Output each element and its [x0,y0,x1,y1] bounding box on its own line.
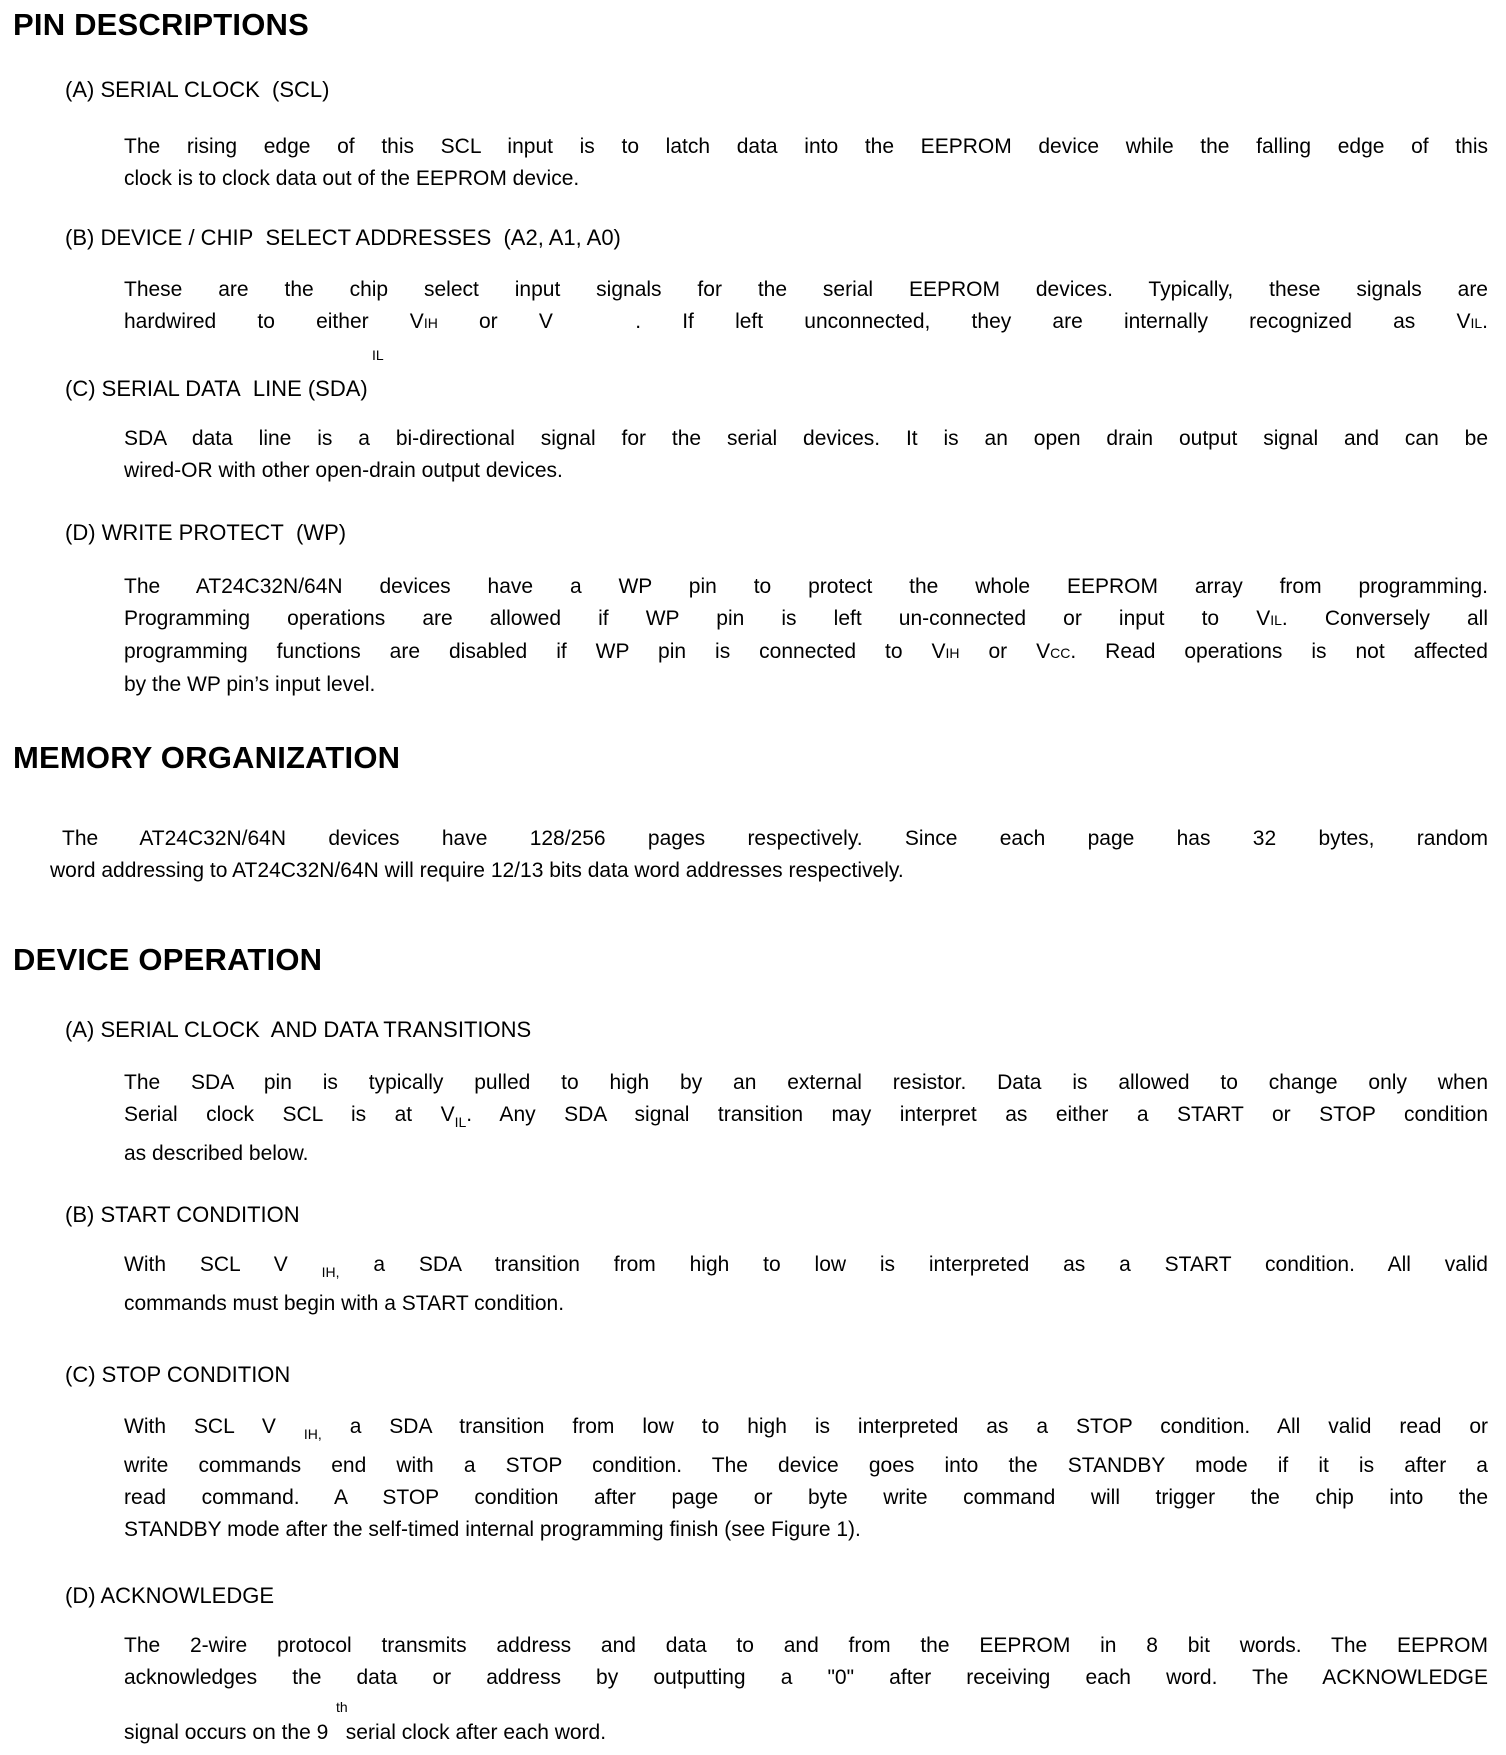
paragraph-line [124,1411,1488,1450]
subscript-vih: IH [945,645,960,661]
subheading-serial-data-line: (C) SERIAL DATA LINE (SDA) [65,376,368,401]
paragraph-line [124,603,1488,636]
text-run: or V [959,640,1051,663]
subscript-vcc: CC [1050,645,1071,661]
subscript-vih: IH, [303,1426,322,1442]
paragraph-line [124,636,1488,669]
subheading-chip-select-addresses: (B) DEVICE / CHIP SELECT ADDRESSES (A2, A1, A0) [65,225,621,250]
paragraph-line: The AT24C32N/64N devices have 128/256 pages respectively. Since each page has 32 bytes, random [62,827,1488,850]
paragraph-line: as described below. [124,1142,309,1165]
paragraph-line [124,1249,1488,1288]
paragraph-line: STANDBY mode after the self-timed internal programming finish (see Figure 1). [124,1518,861,1541]
paragraph-serial-clock [124,131,1488,195]
superscript-th: th [336,1699,348,1715]
paragraph-line: The rising edge of this SCL input is to latch data into the EEPROM device while the falling edge of this [124,135,1488,158]
paragraph-line: The SDA pin is typically pulled to high by an external resistor. Data is allowed to change only when [124,1071,1488,1094]
subheading-acknowledge: (D) ACKNOWLEDGE [65,1583,275,1608]
paragraph-line: signal occurs on the 9 serial clock after each word. [124,1721,607,1744]
text-run: a SDA transition from low to high is interpreted as a STOP condition. All valid read or [321,1415,1488,1438]
heading-memory-organization: MEMORY ORGANIZATION [13,740,401,775]
paragraph-line: acknowledges the data or address by outputting a "0" after receiving each word. The ACKNOWLEDGE [124,1666,1488,1689]
subheading-write-protect: (D) WRITE PROTECT (WP) [65,520,347,545]
paragraph-serial-data-line [124,423,1488,487]
heading-device-operation: DEVICE OPERATION [13,942,323,977]
subheading-serial-clock: (A) SERIAL CLOCK (SCL) [65,77,330,102]
paragraph-line: read command. A STOP condition after page or byte write command will trigger the chip into the [124,1486,1488,1509]
heading-pin-descriptions: PIN DESCRIPTIONS [13,7,310,42]
subscript-vih: IH [423,315,438,331]
subscript-stray-il: IL [372,347,384,363]
paragraph-line: These are the chip select input signals for the serial EEPROM devices. Typically, these signals are [124,278,1488,301]
paragraph-line: clock is to clock data out of the EEPROM device. [124,167,580,190]
text-run: . Conversely all [1281,607,1488,630]
text-run: . Read operations is not affected [1070,640,1488,663]
text-run: a SDA transition from high to low is interpreted as a START condition. All valid [339,1253,1488,1276]
text-run: With SCL V [124,1415,304,1438]
paragraph-acknowledge [124,1630,1488,1749]
paragraph-line: word addressing to AT24C32N/64N will require 12/13 bits data word addresses respectively. [50,859,904,882]
subscript-vil: IL [1470,315,1483,331]
paragraph-line: SDA data line is a bi-directional signal for the serial devices. It is an open drain output signal and can be [124,427,1488,450]
paragraph-stop-condition [124,1411,1488,1546]
paragraph-line [124,306,1488,339]
paragraph-start-condition [124,1249,1488,1320]
paragraph-line: commands must begin with a START condition. [124,1292,565,1315]
paragraph-line: The 2-wire protocol transmits address and data to and from the EEPROM in 8 bit words. The EEPROM [124,1634,1488,1657]
paragraph-line: The AT24C32N/64N devices have a WP pin to protect the whole EEPROM array from programming. [124,575,1488,598]
paragraph-memory-organization [50,823,1488,887]
paragraph-serial-clock-data-transitions [124,1067,1488,1170]
subscript-vil: IL [1270,612,1282,628]
text-run: With SCL V [124,1253,322,1276]
paragraph-chip-select-addresses [124,274,1488,366]
subscript-vih: IH, [321,1264,340,1280]
subheading-serial-clock-data-transitions: (A) SERIAL CLOCK AND DATA TRANSITIONS [65,1017,532,1042]
text-run: Serial clock SCL is at V [124,1103,455,1126]
paragraph-line [124,1099,1488,1138]
text-run: . [1482,310,1488,333]
text-run: Programming operations are allowed if WP pin is left un-connected or input to V [124,607,1271,630]
text-run: or V . If left unconnected, they are internally recognized as V [437,310,1471,333]
subheading-stop-condition: (C) STOP CONDITION [65,1362,291,1387]
paragraph-line: by the WP pin’s input level. [124,673,376,696]
text-run: hardwired to either V [124,310,424,333]
text-run: . Any SDA signal transition may interpret as either a START or STOP condition [466,1103,1489,1126]
paragraph-write-protect [124,571,1488,701]
paragraph-line: wired-OR with other open-drain output devices. [124,459,563,482]
subscript-vil: IL [454,1114,467,1130]
subheading-start-condition: (B) START CONDITION [65,1202,300,1227]
paragraph-line: write commands end with a STOP condition. The device goes into the STANDBY mode if it is after a [124,1454,1488,1477]
text-run: programming functions are disabled if WP pin is connected to V [124,640,946,663]
